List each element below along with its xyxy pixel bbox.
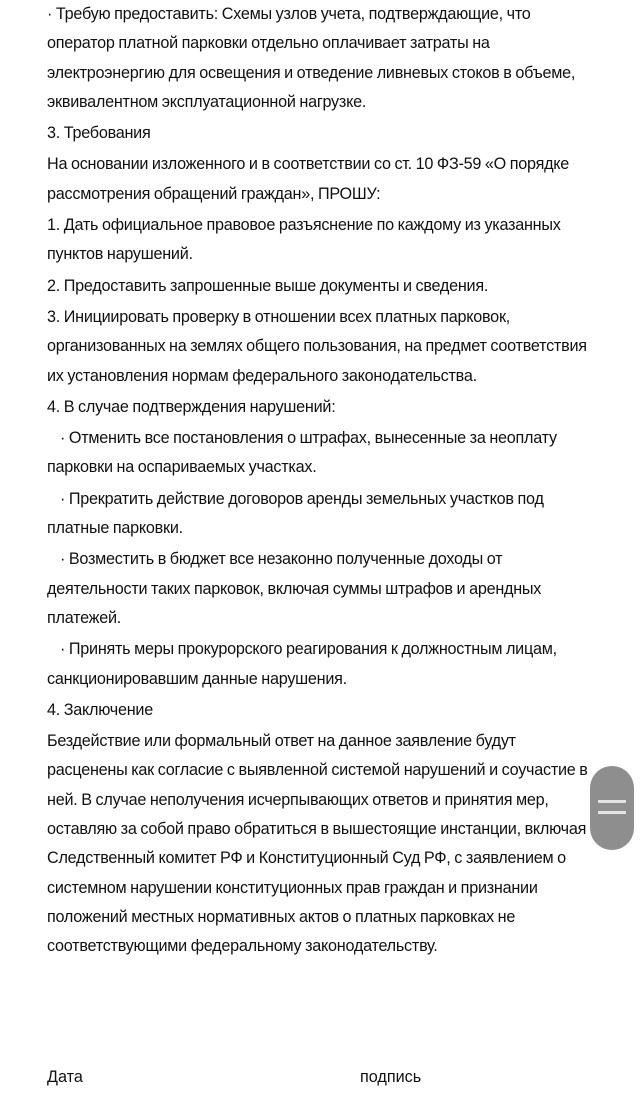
date-label: Дата (47, 1068, 83, 1086)
list-item-if-violations-confirmed: 4. В случае подтверждения нарушений: (47, 397, 336, 416)
sub-item-cancel-fines: · Отменить все постановления о штрафах, вынесенные за неоплату парковки на оспариваемых участках. (47, 429, 557, 477)
section-heading-requirements: 3. Требования (47, 124, 151, 143)
paragraph-legal-basis: На основании изложенного и в соответствии со ст. 10 ФЗ-59 «О порядке рассмотрения обращений граждан», ПРОШУ: (47, 155, 570, 203)
scroll-handle[interactable] (590, 766, 634, 850)
section-heading-conclusion: 4. Заключение (47, 700, 153, 719)
list-item-official-explanation: 1. Дать официальное правовое разъяснение по каждому из указанных пунктов нарушений. (47, 216, 561, 264)
list-item-initiate-inspection: 3. Инициировать проверку в отношении всех платных парковок, организованных на землях общего пользования, на предмет соответствия их установления нормам федерального законодательства. (47, 307, 587, 385)
signature-label: подпись (360, 1068, 422, 1086)
list-item-provide-documents: 2. Предоставить запрошенные выше документы и сведения. (47, 276, 489, 295)
drag-handle-icon-line (598, 811, 626, 814)
sub-item-reimburse-budget: · Возместить в бюджет все незаконно полученные доходы от деятельности таких парковок, включая суммы штрафов и арендных платежей. (47, 550, 542, 627)
document-body (47, 0, 595, 964)
sub-item-terminate-leases: · Прекратить действие договоров аренды земельных участков под платные парковки. (47, 489, 544, 538)
drag-handle-icon (598, 800, 626, 803)
signature-row (47, 1063, 607, 1093)
sub-item-prosecutorial-measures: · Принять меры прокурорского реагирования к должностным лицам, санкционировавшим данные нарушения. (47, 640, 557, 688)
paragraph-conclusion: Бездействие или формальный ответ на данное заявление будут расценены как согласие с выявленной системой нарушений и соучастие в ней. В случае неполучения исчерпывающих ответов и принятия мер, оставляю за собой право обратиться в вышестоящие инстанции, включая Следственный комитет РФ и Конституционный Суд РФ, с заявлением о системном нарушении конституционных прав граждан и признании положений местных нормативных актов о платных парковках не соответствующими федеральному законодательству. (47, 732, 588, 956)
paragraph-request-metering-schemes: · Требую предоставить: Схемы узлов учета, подтверждающие, что оператор платной парковки отдельно оплачивает затраты на электроэнергию для освещения и отведение ливневых стоков в объеме, эквивалентном эксплуатационной нагрузке. (47, 5, 576, 111)
